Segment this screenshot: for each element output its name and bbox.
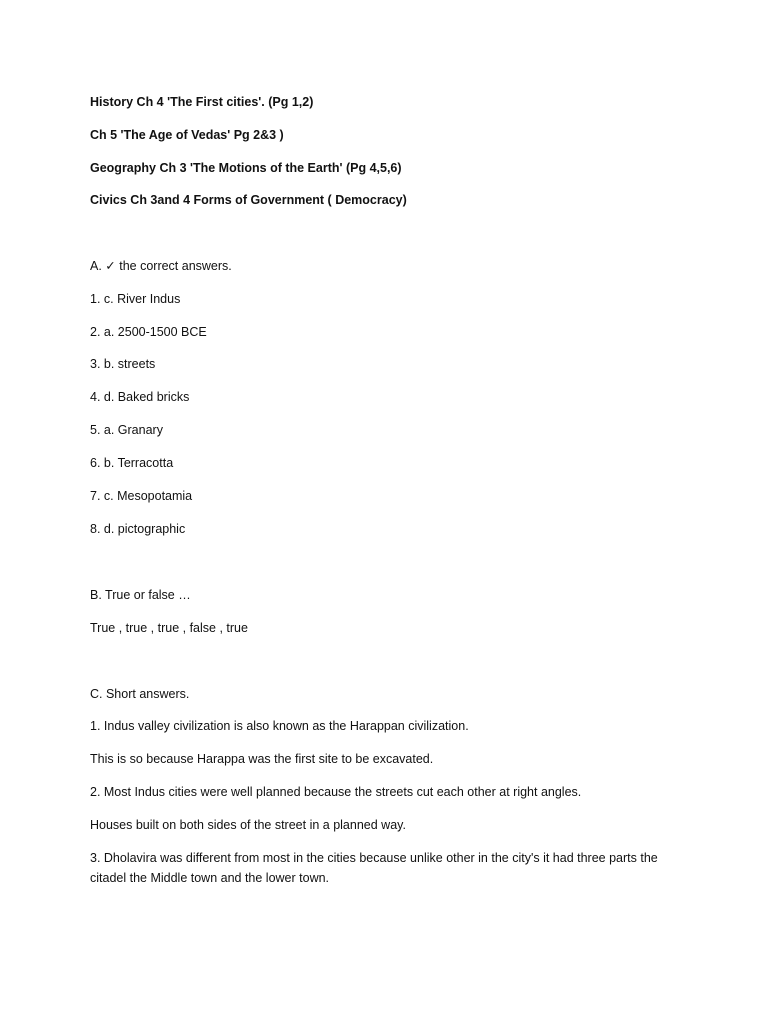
answer-a-6: 6. b. Terracotta: [90, 456, 174, 470]
section-b-answers: True , true , true , false , true: [90, 621, 248, 635]
short-answer-line-1: 1. Indus valley civilization is also known as the Harappan civilization.: [90, 719, 469, 733]
answer-a-5: 5. a. Granary: [90, 423, 163, 437]
answer-a-3: 3. b. streets: [90, 357, 156, 371]
section-b-title: B. True or false …: [90, 588, 191, 602]
short-answer-line-5: 3. Dholavira was different from most in the cities because unlike other in the city's it had three parts the citadel the Middle town and the lower town.: [90, 851, 658, 885]
answer-a-8: 8. d. pictographic: [90, 522, 186, 536]
answer-a-2: 2. a. 2500-1500 BCE: [90, 325, 207, 339]
section-a-title: A. ✓ the correct answers.: [90, 259, 232, 273]
heading-civics: Civics Ch 3and 4 Forms of Government ( Democracy): [90, 193, 407, 207]
document-page: [90, 0, 690, 1024]
short-answer-line-2: This is so because Harappa was the first site to be excavated.: [90, 752, 434, 766]
answer-a-4: 4. d. Baked bricks: [90, 390, 190, 404]
heading-ch5: Ch 5 'The Age of Vedas' Pg 2&3 ): [90, 128, 284, 142]
heading-history: History Ch 4 'The First cities'. (Pg 1,2): [90, 95, 314, 109]
short-answer-line-3: 2. Most Indus cities were well planned because the streets cut each other at right angles.: [90, 785, 582, 799]
section-c-title: C. Short answers.: [90, 687, 190, 701]
answer-a-1: 1. c. River Indus: [90, 292, 181, 306]
answer-a-7: 7. c. Mesopotamia: [90, 489, 193, 503]
heading-geography: Geography Ch 3 'The Motions of the Earth' (Pg 4,5,6): [90, 161, 402, 175]
short-answer-line-4: Houses built on both sides of the street in a planned way.: [90, 818, 406, 832]
